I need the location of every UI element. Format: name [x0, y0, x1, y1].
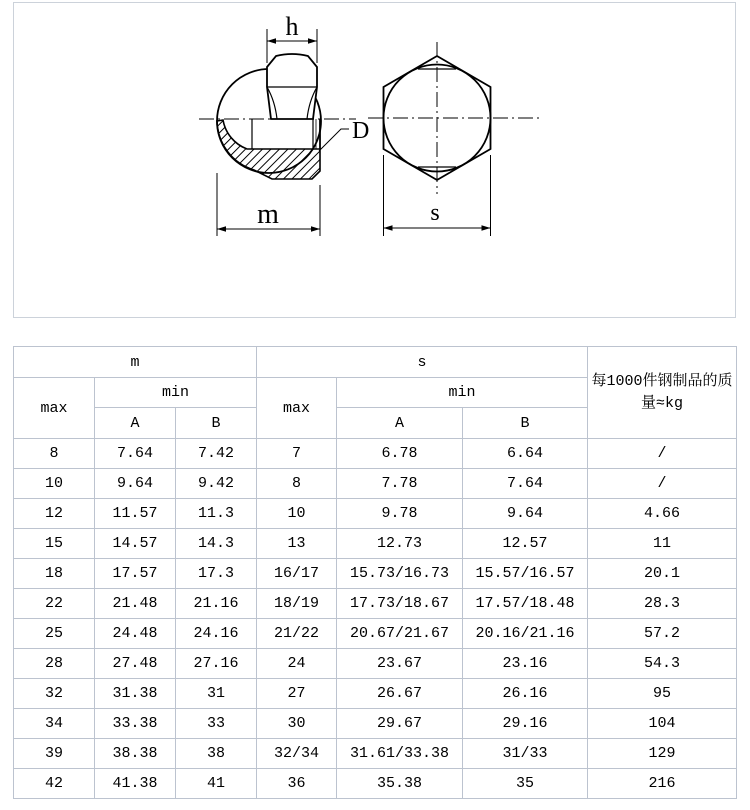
table-cell: 10	[257, 499, 337, 529]
dimension-label-m: m	[257, 199, 279, 230]
dimension-label-s: s	[430, 200, 440, 226]
table-cell: 95	[588, 679, 737, 709]
table-cell: 14.57	[95, 529, 176, 559]
table-cell: 24	[257, 649, 337, 679]
table-cell: 7.42	[176, 439, 257, 469]
table-cell: 31.38	[95, 679, 176, 709]
table-cell: 9.64	[463, 499, 588, 529]
table-cell: 7.64	[95, 439, 176, 469]
table-cell: 104	[588, 709, 737, 739]
table-cell: 41.38	[95, 769, 176, 799]
table-cell: 11.3	[176, 499, 257, 529]
table-cell: 7	[257, 439, 337, 469]
dimension-label-h: h	[285, 12, 299, 41]
table-cell: 9.78	[337, 499, 463, 529]
column-group-m: m	[14, 347, 257, 378]
table-cell: 25	[14, 619, 95, 649]
table-cell: 6.78	[337, 439, 463, 469]
m-max-header: max	[14, 378, 95, 439]
table-cell: 17.3	[176, 559, 257, 589]
table-cell: 15.57/16.57	[463, 559, 588, 589]
side-section-view	[199, 12, 369, 236]
table-cell: 12.73	[337, 529, 463, 559]
table-cell: 32/34	[257, 739, 337, 769]
spec-table	[13, 346, 737, 799]
table-row	[14, 769, 737, 799]
s-arrow-left	[384, 225, 393, 230]
table-cell: 23.16	[463, 649, 588, 679]
table-cell: 31/33	[463, 739, 588, 769]
column-weight-per-1000: 每1000件钢制品的质量≈kg	[588, 347, 737, 439]
table-cell: 14.3	[176, 529, 257, 559]
table-cell: 29.67	[337, 709, 463, 739]
cap-nut-technical-drawing	[14, 3, 735, 317]
table-cell: 26.16	[463, 679, 588, 709]
table-cell: 20.1	[588, 559, 737, 589]
table-cell: 18	[14, 559, 95, 589]
table-cell: 7.78	[337, 469, 463, 499]
table-cell: 10	[14, 469, 95, 499]
s-min-header: min	[337, 378, 588, 408]
table-row	[14, 619, 737, 649]
table-cell: 8	[257, 469, 337, 499]
table-cell: 24.16	[176, 619, 257, 649]
table-cell: 4.66	[588, 499, 737, 529]
m-min-b-header: B	[176, 408, 257, 439]
table-cell: 31	[176, 679, 257, 709]
table-cell: 27	[257, 679, 337, 709]
m-min-header: min	[95, 378, 257, 408]
drawing-box	[13, 2, 736, 318]
spec-table-body	[14, 439, 737, 799]
h-arrow-left	[267, 38, 276, 43]
table-row	[14, 559, 737, 589]
table-cell: 38.38	[95, 739, 176, 769]
front-view	[368, 42, 542, 236]
table-cell: 30	[257, 709, 337, 739]
table-cell: 216	[588, 769, 737, 799]
table-cell: 26.67	[337, 679, 463, 709]
table-row	[14, 739, 737, 769]
table-cell: 36	[257, 769, 337, 799]
s-arrow-right	[482, 225, 491, 230]
s-min-b-header: B	[463, 408, 588, 439]
table-cell: 42	[14, 769, 95, 799]
table-cell: 17.57	[95, 559, 176, 589]
header-group-row	[14, 347, 737, 378]
table-cell: 31.61/33.38	[337, 739, 463, 769]
table-row	[14, 649, 737, 679]
table-cell: 21.16	[176, 589, 257, 619]
table-cell: 28.3	[588, 589, 737, 619]
table-cell: 18/19	[257, 589, 337, 619]
table-cell: 41	[176, 769, 257, 799]
table-row	[14, 709, 737, 739]
table-cell: 39	[14, 739, 95, 769]
table-cell: 16/17	[257, 559, 337, 589]
table-cell: 17.73/18.67	[337, 589, 463, 619]
table-cell: 34	[14, 709, 95, 739]
table-cell: 23.67	[337, 649, 463, 679]
table-cell: 21.48	[95, 589, 176, 619]
m-arrow-right	[311, 226, 320, 231]
table-row	[14, 679, 737, 709]
d-leader-line	[319, 129, 349, 151]
table-cell: 33.38	[95, 709, 176, 739]
table-row	[14, 529, 737, 559]
table-cell: 54.3	[588, 649, 737, 679]
table-cell: 11.57	[95, 499, 176, 529]
table-cell: 20.67/21.67	[337, 619, 463, 649]
table-cell: /	[588, 469, 737, 499]
table-cell: 29.16	[463, 709, 588, 739]
table-cell: 17.57/18.48	[463, 589, 588, 619]
table-cell: 15.73/16.73	[337, 559, 463, 589]
m-min-a-header: A	[95, 408, 176, 439]
table-cell: 35	[463, 769, 588, 799]
s-max-header: max	[257, 378, 337, 439]
table-cell: 6.64	[463, 439, 588, 469]
m-arrow-left	[217, 226, 226, 231]
table-cell: 7.64	[463, 469, 588, 499]
s-min-a-header: A	[337, 408, 463, 439]
dimension-label-d: D	[352, 118, 370, 144]
table-cell: 22	[14, 589, 95, 619]
table-cell: 15	[14, 529, 95, 559]
table-cell: /	[588, 439, 737, 469]
table-cell: 21/22	[257, 619, 337, 649]
table-row	[14, 499, 737, 529]
table-cell: 33	[176, 709, 257, 739]
table-cell: 13	[257, 529, 337, 559]
table-row	[14, 469, 737, 499]
h-arrow-right	[308, 38, 317, 43]
table-cell: 9.64	[95, 469, 176, 499]
table-cell: 35.38	[337, 769, 463, 799]
table-cell: 57.2	[588, 619, 737, 649]
table-cell: 27.16	[176, 649, 257, 679]
table-cell: 27.48	[95, 649, 176, 679]
table-cell: 28	[14, 649, 95, 679]
table-cell: 20.16/21.16	[463, 619, 588, 649]
table-cell: 129	[588, 739, 737, 769]
table-cell: 38	[176, 739, 257, 769]
table-cell: 32	[14, 679, 95, 709]
table-row	[14, 439, 737, 469]
table-cell: 24.48	[95, 619, 176, 649]
table-row	[14, 589, 737, 619]
table-cell: 12	[14, 499, 95, 529]
column-group-s: s	[257, 347, 588, 378]
table-cell: 9.42	[176, 469, 257, 499]
table-cell: 12.57	[463, 529, 588, 559]
table-cell: 11	[588, 529, 737, 559]
table-cell: 8	[14, 439, 95, 469]
